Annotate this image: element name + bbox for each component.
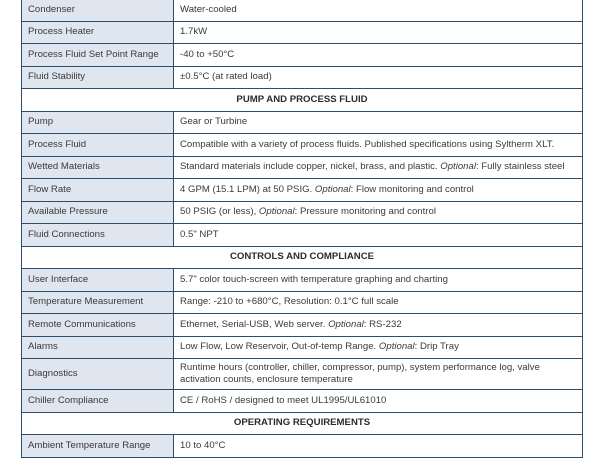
spec-label: Pump [22, 111, 174, 134]
spec-value [174, 134, 583, 157]
spec-value-text: : Drip Tray [414, 341, 459, 353]
spec-value-text: : Flow monitoring and control [350, 183, 474, 195]
spec-value-text: 5.7" color touch-screen with temperature graphing and charting [180, 273, 448, 285]
optional-label: Optional [378, 341, 415, 353]
spec-label: Condenser [22, 0, 174, 21]
spec-label: Chiller Compliance [22, 390, 174, 413]
spec-row [22, 156, 583, 179]
spec-row [22, 21, 583, 44]
spec-value [174, 269, 583, 292]
section-header-row [22, 89, 583, 112]
spec-table-body [22, 0, 583, 457]
spec-value [174, 111, 583, 134]
spec-label: Available Pressure [22, 201, 174, 224]
spec-row [22, 359, 583, 390]
spec-label: Alarms [22, 336, 174, 359]
section-title: PUMP AND PROCESS FLUID [22, 89, 583, 112]
spec-row [22, 291, 583, 314]
spec-row [22, 134, 583, 157]
spec-label: Process Fluid [22, 134, 174, 157]
section-header-row [22, 246, 583, 269]
spec-row [22, 269, 583, 292]
spec-row [22, 435, 583, 458]
optional-label: Optional [328, 318, 364, 330]
spec-label: Process Fluid Set Point Range [22, 44, 174, 67]
spec-value-text: 50 PSIG (or less), [180, 206, 259, 218]
spec-row [22, 314, 583, 337]
spec-value-text: : RS-232 [363, 318, 402, 330]
spec-row [22, 111, 583, 134]
spec-row [22, 66, 583, 89]
spec-value [174, 224, 583, 247]
spec-value-text: Water-cooled [180, 3, 237, 15]
spec-label: Diagnostics [22, 359, 174, 390]
spec-table [21, 0, 583, 458]
spec-value-text: 0.5" NPT [180, 228, 219, 240]
spec-label: Ambient Temperature Range [22, 435, 174, 458]
section-title: CONTROLS AND COMPLIANCE [22, 246, 583, 269]
spec-label: Wetted Materials [22, 156, 174, 179]
spec-value-text: -40 to +50°C [180, 48, 235, 60]
spec-value [174, 390, 583, 413]
spec-value-text: Compatible with a variety of process fluids. Published specifications using Syltherm XLT. [180, 138, 555, 150]
spec-row [22, 0, 583, 21]
spec-label: Fluid Connections [22, 224, 174, 247]
spec-value-text: 1.7kW [180, 26, 208, 38]
spec-value-text: Standard materials include copper, nickel, brass, and plastic. [180, 161, 441, 173]
optional-label: Optional [440, 161, 476, 173]
spec-label: Temperature Measurement [22, 291, 174, 314]
spec-label: Fluid Stability [22, 66, 174, 89]
spec-label: Remote Communications [22, 314, 174, 337]
spec-value-text: 10 to 40°C [180, 439, 226, 451]
spec-row [22, 179, 583, 202]
spec-value [174, 201, 583, 224]
spec-row [22, 201, 583, 224]
spec-value-text: : Fully stainless steel [475, 161, 565, 173]
spec-value [174, 21, 583, 44]
spec-value [174, 44, 583, 67]
spec-value [174, 314, 583, 337]
spec-value [174, 156, 583, 179]
spec-value-text: 4 GPM (15.1 LPM) at 50 PSIG. [180, 183, 315, 195]
spec-value-text: ±0.5°C (at rated load) [180, 71, 272, 83]
spec-value [174, 0, 583, 21]
spec-row [22, 224, 583, 247]
spec-value-text: Gear or Turbine [180, 116, 248, 128]
spec-value [174, 435, 583, 458]
section-title: OPERATING REQUIREMENTS [22, 412, 583, 435]
spec-value-text: Ethernet, Serial-USB, Web server. [180, 318, 329, 330]
spec-value-text: Range: -210 to +680°C, Resolution: 0.1°C full scale [180, 296, 399, 308]
spec-value [174, 359, 583, 390]
spec-value [174, 66, 583, 89]
spec-value-text: : Pressure monitoring and control [294, 206, 436, 218]
optional-label: Optional [258, 206, 295, 218]
spec-value [174, 291, 583, 314]
spec-label: User Interface [22, 269, 174, 292]
spec-label: Process Heater [22, 21, 174, 44]
spec-label: Flow Rate [22, 179, 174, 202]
spec-row [22, 336, 583, 359]
spec-value-text: Low Flow, Low Reservoir, Out-of-temp Range. [180, 341, 379, 353]
spec-value [174, 336, 583, 359]
spec-row [22, 44, 583, 67]
spec-value-text: CE / RoHS / designed to meet UL1995/UL61010 [180, 394, 387, 406]
spec-value-text: Runtime hours (controller, chiller, compressor, pump), system performance log, valve activation counts, enclosure temperature [180, 362, 540, 385]
spec-row [22, 390, 583, 413]
optional-label: Optional [314, 183, 351, 195]
section-header-row [22, 412, 583, 435]
spec-value [174, 179, 583, 202]
